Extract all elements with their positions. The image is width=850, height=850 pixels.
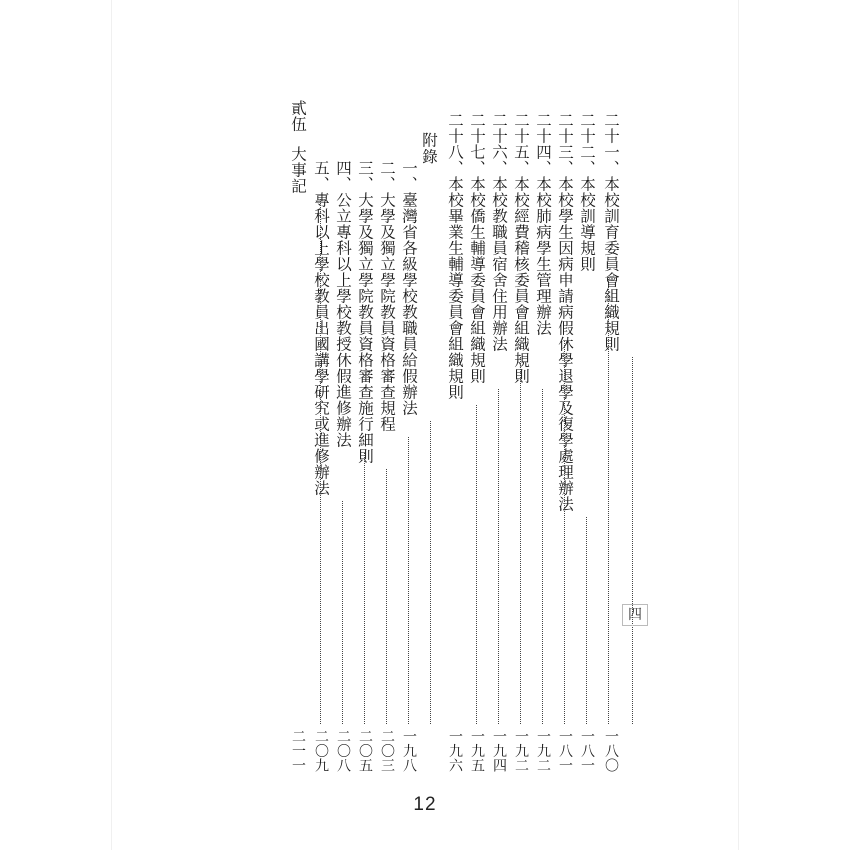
toc-entry-21 <box>600 112 622 772</box>
toc-entry-page: 一九五 <box>469 728 485 772</box>
toc-entry-title: 二十八、本校畢業生輔導委員會組織規則 <box>446 112 464 400</box>
appendix-entry-title: 三、大學及獨立學院教員資格審查施行細則 <box>356 160 374 464</box>
toc-entry-page: 一八〇 <box>603 728 619 772</box>
appendix-entry-page: 二〇五 <box>357 728 373 772</box>
appendix-heading: 附錄 <box>420 132 438 165</box>
leader-dots <box>608 277 609 724</box>
toc-entry-24 <box>532 112 554 772</box>
toc-entry-title: 二十六、本校教職員宿舍住用辦法 <box>490 112 508 352</box>
toc-entry-25 <box>510 112 532 772</box>
appendix-entry-title: 二、大學及獨立學院教員資格審查規程 <box>378 160 396 432</box>
leader-dots <box>364 453 365 724</box>
appendix-entry-4 <box>332 160 354 772</box>
toc-entry-page: 一九二 <box>535 728 551 772</box>
leader-dots <box>520 357 521 724</box>
leader-dots <box>542 389 543 724</box>
appendix-entry-page: 二〇九 <box>313 728 329 772</box>
toc-entry-page: 一九四 <box>491 728 507 772</box>
leader-dots <box>386 469 387 724</box>
appendix-entry-title: 五、專科以上學校教員出國講學研究或進修辦法 <box>312 160 330 496</box>
major-events-entry <box>286 100 310 772</box>
leader-dots <box>498 389 499 724</box>
toc-entry-title: 二十五、本校經費稽核委員會組織規則 <box>512 112 530 384</box>
leader-dots <box>320 199 321 724</box>
sidebar-marker: 四 <box>622 604 648 626</box>
appendix-entry-5 <box>310 160 332 772</box>
paper-sheet <box>112 0 738 850</box>
leader-dots <box>632 357 633 724</box>
leader-dots <box>564 341 565 724</box>
toc-entry-title: 二十四、本校肺病學生管理辦法 <box>534 112 552 336</box>
toc-entry-22 <box>576 112 598 772</box>
toc-entry-page: 一八一 <box>557 728 573 772</box>
page-number: 12 <box>413 794 437 815</box>
toc-entry-page: 一八一 <box>579 728 595 772</box>
toc-entry-page: 一九二 <box>513 728 529 772</box>
appendix-entry-3 <box>354 160 376 772</box>
toc-entry-28 <box>444 112 466 772</box>
leader-dots <box>342 501 343 724</box>
toc-entry-title: 二十一、本校訓育委員會組織規則 <box>602 112 620 352</box>
toc-entry-23 <box>554 112 576 772</box>
toc-entry-title: 二十七、本校僑生輔導委員會組織規則 <box>468 112 486 384</box>
toc-entry-title: 二十三、本校學生因病申請病假休學退學及復學處理辦法 <box>556 112 574 512</box>
leader-dots <box>476 405 477 724</box>
appendix-entry-title: 一、臺灣省各級學校教職員給假辦法 <box>400 160 418 416</box>
appendix-entry-page: 一九八 <box>401 728 417 772</box>
leader-dots <box>408 437 409 724</box>
leader-dots <box>430 421 431 724</box>
appendix-entry-2 <box>376 160 398 772</box>
toc-entry-title: 二十二、本校訓導規則 <box>578 112 596 272</box>
toc-entry-27 <box>466 112 488 772</box>
appendix-entry-1 <box>398 160 420 772</box>
major-events-page: 二一一 <box>290 728 306 772</box>
appendix-entry-page: 二〇三 <box>379 728 395 772</box>
appendix-entry-title: 四、公立專科以上學校教授休假進修辦法 <box>334 160 352 448</box>
appendix-entry-page: 二〇八 <box>335 728 351 772</box>
toc-entry-page: 一九六 <box>447 728 463 772</box>
section-number: 貳伍 <box>289 100 307 132</box>
leader-dots <box>586 517 587 724</box>
toc-entry-26 <box>488 112 510 772</box>
section-title: 大事記 <box>289 146 307 194</box>
